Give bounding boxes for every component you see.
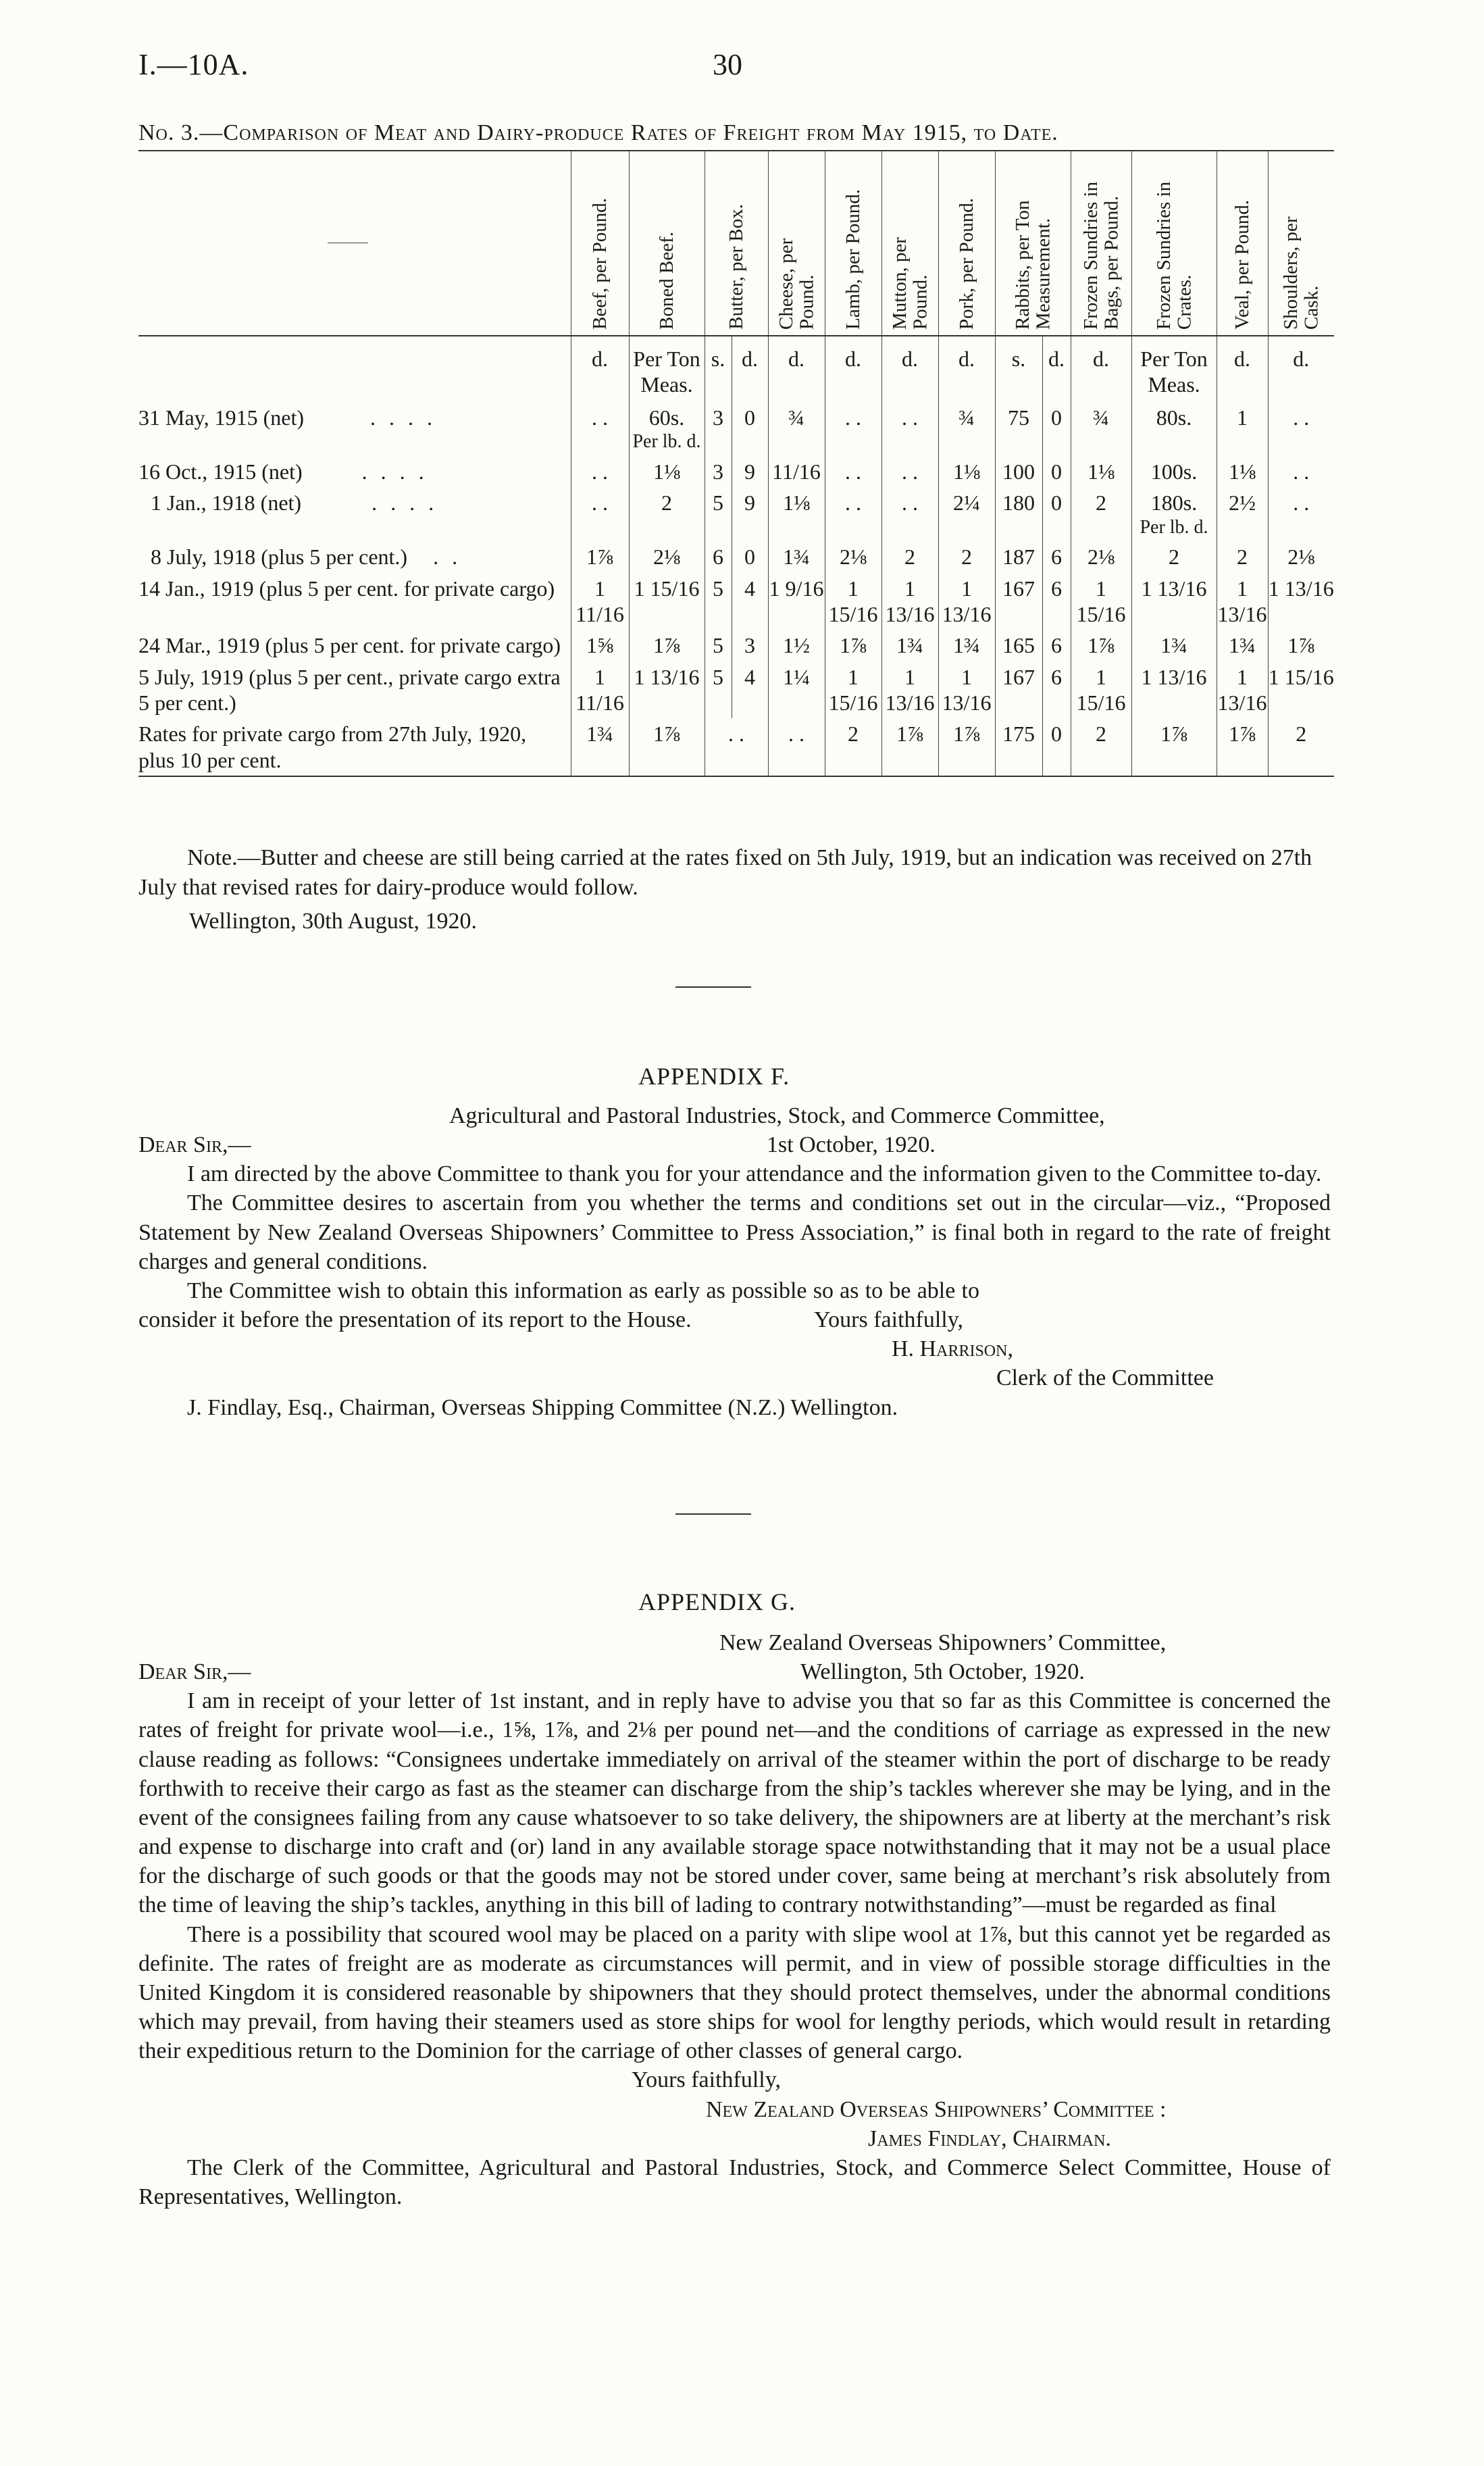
table-row: 5 July, 1919 (plus 5 per cent., private cargo extra 5 per cent.) 1 11/16 1 13/16 5 4 1¼ 1 15/16 1 13/16 1 13/16 167 6 1 15/16 1 13/16 1 13/16 1 15/16 [138, 661, 1334, 719]
table-note: Note.—Butter and cheese are still being carried at the rates fixed on 5th July, 1919, but an indication was received on 27th July that revised rates for dairy-produce would follow. [138, 845, 1312, 900]
appendix-g-letter [138, 1628, 1331, 2211]
appendix-g-signer: James Findlay, Chairman. [868, 2125, 1111, 2151]
appendix-f-signer-title: Clerk of the Committee [996, 1365, 1214, 1391]
appendix-g-heading: APPENDIX G. [638, 1588, 796, 1615]
appendix-f-signer: H. Harrison, [892, 1336, 1013, 1362]
table-title: No. 3.—Comparison of Meat and Dairy-produce Rates of Freight from May 1915, to Date. [138, 120, 1058, 145]
appendix-g-date: Wellington, 5th October, 1920. [800, 1659, 1085, 1685]
appendix-f-paragraph: The Committee desires to ascertain from you whether the terms and conditions set out in the circular—viz., “Proposed Statement by New Zealand Overseas Shipowners’ Committee to Press Association,” is final both in regard to the rate of freight charges and general conditions. [138, 1190, 1331, 1274]
appendix-f-date: 1st October, 1920. [767, 1132, 936, 1158]
appendix-f-from: Agricultural and Pastoral Industries, Stock, and Commerce Committee, [449, 1103, 1105, 1128]
appendix-f-paragraph: The Committee wish to obtain this information as early as possible so as to be able to consider it before the presentation of its report to the House. [138, 1278, 979, 1333]
appendix-g-closing: Yours faithfully, [632, 2067, 782, 2093]
appendix-f-closing: Yours faithfully, [814, 1307, 964, 1333]
table-row: 14 Jan., 1919 (plus 5 per cent. for private cargo) 1 11/16 1 15/16 5 4 1 9/16 1 15/16 1 13/16 1 13/16 167 6 1 15/16 1 13/16 1 13/16 1 13/16 [138, 573, 1334, 630]
section-divider [675, 986, 751, 988]
page-number: 30 [713, 48, 742, 81]
table-row: 8 July, 1918 (plus 5 per cent.) . . 1⅞ 2⅛ 6 0 1¾ 2⅛ 2 2 187 6 2⅛ 2 2 2⅛ [138, 541, 1334, 572]
col-frozen-crates: Frozen Sundries in Crates. [1131, 150, 1217, 336]
table-row: 24 Mar., 1919 (plus 5 per cent. for private cargo) 1⅝ 1⅞ 5 3 1½ 1⅞ 1¾ 1¾ 165 6 1⅞ 1¾ 1¾ 1⅞ [138, 630, 1334, 661]
header-blank [138, 150, 571, 336]
appendix-g-addressee: The Clerk of the Committee, Agricultural and Pastoral Industries, Stock, and Commerce Select Committee, House of Representatives, Wellington. [138, 2155, 1331, 2210]
appendix-f-salutation: Dear Sir,— [138, 1132, 251, 1158]
col-pork: Pork, per Pound. [938, 150, 995, 336]
appendix-f-paragraph: I am directed by the above Committee to thank you for your attendance and the information given to the Committee to-day. [187, 1161, 1322, 1187]
col-boned-beef: Boned Beef. [629, 150, 705, 336]
appendix-g-salutation: Dear Sir,— [138, 1659, 251, 1685]
freight-rates-table [138, 150, 1334, 777]
note-dateline: Wellington, 30th August, 1920. [189, 909, 478, 934]
section-divider [675, 1513, 751, 1515]
col-shoulders: Shoulders, per Cask. [1268, 150, 1334, 336]
appendix-g-paragraph: There is a possibility that scoured wool may be placed on a parity with slipe wool at 1⅞, but this cannot yet be regarded as definite. The rates of freight are as moderate as circumstances will permit, and in view of possible storage difficulties in the United Kingdom it is considered reasonable by shipowners that they should protect themselves, under the abnormal conditions which may prevail, from having their steamers used as store ships for wool for lengthy periods, which would result in retarding their expeditious return to the Dominion for the carriage of other classes of general cargo. [138, 1921, 1331, 2064]
appendix-g-paragraph: I am in receipt of your letter of 1st instant, and in reply have to advise you that so far as this Committee is concerned the rates of freight for private wool—i.e., 1⅝, 1⅞, and 2⅛ per pound net—and the conditions of carriage as expressed in the new clause reading as follows: “Consignees undertake immediately on arrival of the steamer within the port of discharge to be ready forthwith to receive their cargo as fast as the steamer can discharge from the ship’s tackles wherever she may be lying, and in the event of the consignees failing from any cause whatsoever to so take delivery, the shipowners are at liberty at the merchant’s risk and expense to discharge into craft and (or) land in any available storage space notwithstanding that it may not be a usual place for the discharge of such goods or that the goods may not be stored under cover, same being at merchant’s risk absolutely from the time of leaving the ship’s tackles, anything in this bill of lading to contrary notwithstanding”—must be regarded as final [138, 1688, 1331, 1918]
appendix-f-heading: APPENDIX F. [638, 1063, 790, 1090]
col-cheese: Cheese, per Pound. [768, 150, 825, 336]
appendix-f-letter [138, 1101, 1331, 1422]
units-row: d. Per Ton Meas. s. d. d. d. d. d. s. d. d. Per Ton Meas. d. d. [138, 336, 1334, 402]
appendix-g-from: New Zealand Overseas Shipowners’ Committee, [719, 1630, 1167, 1655]
col-veal: Veal, per Pound. [1217, 150, 1268, 336]
col-butter: Butter, per Box. [705, 150, 768, 336]
table-row: 1 Jan., 1918 (net) . . . . . . 2 5 9 1⅛ . . . . 2¼ 180 0 2 180s. Per lb. d. 2½ . . [138, 487, 1334, 541]
appendix-g-signer-org: New Zealand Overseas Shipowners’ Committee : [706, 2096, 1167, 2122]
table-row: 16 Oct., 1915 (net) . . . . . . 1⅛ 3 9 11/16 . . . . 1⅛ 100 0 1⅛ 100s. 1⅛ . . [138, 456, 1334, 487]
col-beef: Beef, per Pound. [571, 150, 629, 336]
table-row: Rates for private cargo from 27th July, 1920, plus 10 per cent. 1¾ 1⅞ . . . . 2 1⅞ 1⅞ 175 0 2 1⅞ 1⅞ 2 [138, 718, 1334, 776]
col-rabbits: Rabbits, per Ton Measurement. [995, 150, 1071, 336]
document-reference: I.—10A. [138, 48, 249, 81]
col-mutton: Mutton, per Pound. [881, 150, 938, 336]
appendix-f-addressee: J. Findlay, Esq., Chairman, Overseas Shipping Committee (N.Z.) Wellington. [187, 1394, 898, 1420]
col-frozen-bags: Frozen Sundries in Bags, per Pound. [1071, 150, 1131, 336]
table-row: 31 May, 1915 (net) . . . . . . 60s. Per lb. d. 3 0 ¾ . . . . ¾ 75 0 ¾ 80s. 1 . . [138, 402, 1334, 456]
col-lamb: Lamb, per Pound. [825, 150, 881, 336]
